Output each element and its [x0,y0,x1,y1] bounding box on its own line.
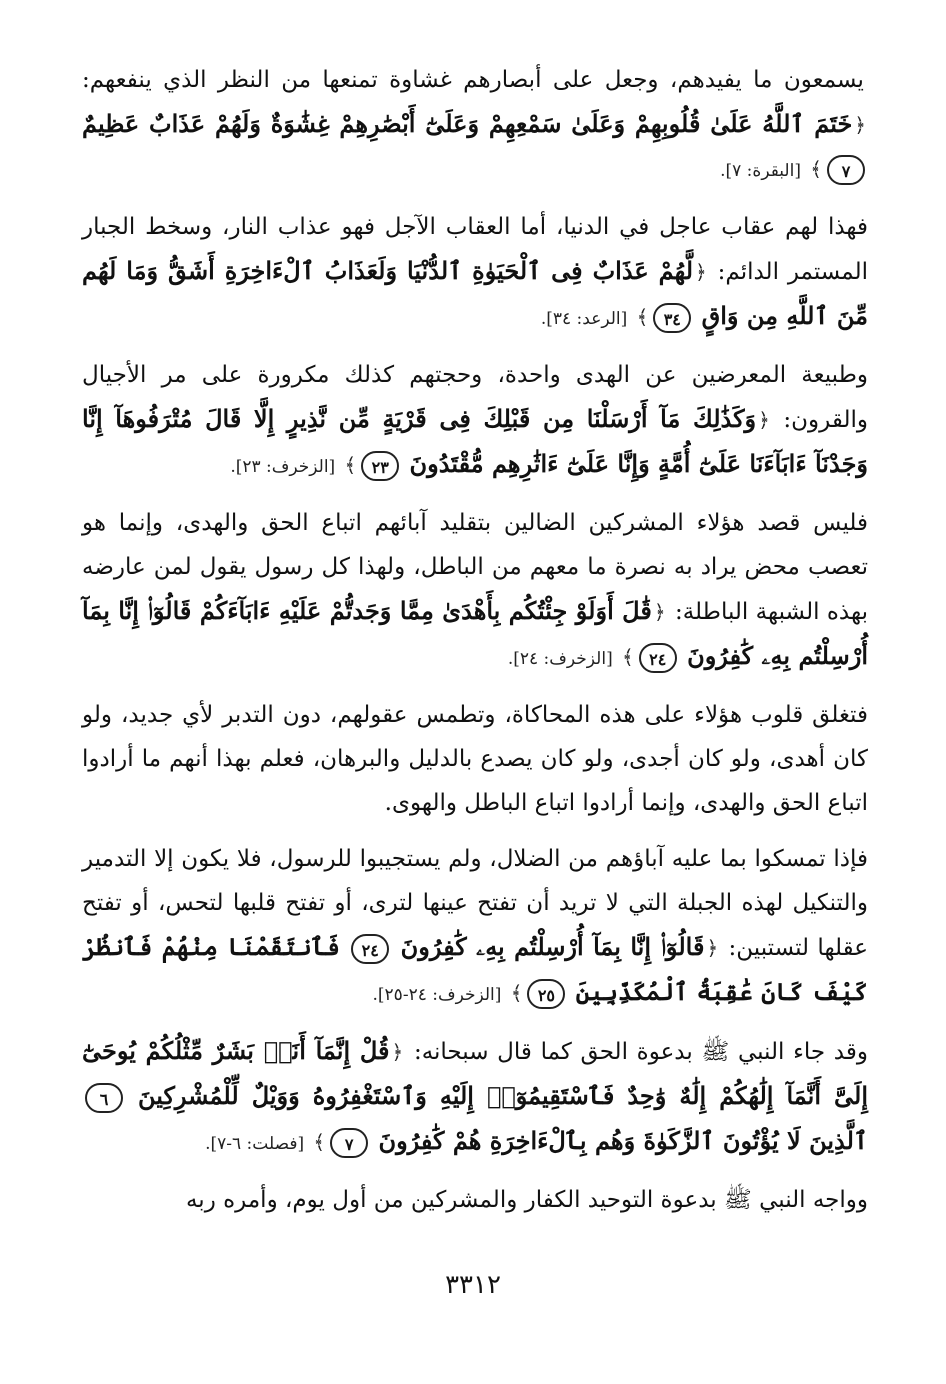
paragraph-3 [82,353,868,489]
ayah-number-badge: ٢٣ [361,451,399,481]
quran-verse: خَتَمَ ٱللَّهُ عَلَىٰ قُلُوبِهِمْ وَعَلَىٰ سَمْعِهِمْ وَعَلَىٰٓ أَبْصَٰرِهِمْ غِشَٰوَةٌ وَلَهُمْ عَذَابٌ عَظِيمٌ [82,109,853,138]
ayah-open-bracket: ﴿ [758,408,770,432]
paragraph-6 [82,837,868,1017]
ayah-number-badge: ٢٥ [527,979,565,1009]
ayah-close-bracket: ﴾ [810,157,822,181]
ayah-number-badge: ٢٤ [351,934,389,964]
ayah-close-bracket: ﴾ [636,305,649,329]
paragraph-5 [82,693,868,825]
body-text: وواجه النبي ﷺ بدعوة التوحيد الكفار والمشركين من أول يوم، وأمره ربه [185,1187,868,1213]
ayah-number-badge: ٧ [827,155,865,185]
ayah-close-bracket: ﴾ [510,981,523,1005]
paragraph-8 [82,1178,868,1222]
verse-reference: [الزخرف: ٢٣]. [230,457,336,477]
ayah-open-bracket: ﴿ [391,1040,404,1064]
ayah-open-bracket: ﴿ [695,260,707,284]
paragraph-1 [82,58,868,193]
body-text: فإذا تمسكوا بما عليه آباؤهم من الضلال، ولم يستجيبوا للرسول، فلا يكون إلا التدمير والتنكيل لهذه الجبلة التي لا تريد أن تفتح عينها لترى، أو تفتح قلبها لتحس، أو تفتح عقلها لتستبين: [82,846,869,961]
quran-verse: قَالُوٓا۟ إِنَّا بِمَآ أُرْسِلْتُم بِهِۦ كَٰفِرُونَ [400,932,705,961]
ayah-close-bracket: ﴾ [622,645,634,669]
ayah-number-badge: ٦ [85,1083,123,1113]
page-number: ٣٣١٢ [445,1270,501,1300]
verse-reference: [الزخرف: ٢٤]. [507,649,613,669]
verse-reference: [الرعد: ٣٤]. [540,309,628,329]
body-text: فليس قصد هؤلاء المشركين الضالين بتقليد آبائهم اتباع الحق والهدى، وإنما هو تعصب محض يراد به نصرة ما معهم من الباطل، ولهذا كل رسول يقول لمن عارضه بهذه الشبهة الباطلة: [82,510,868,625]
ayah-number-badge: ٣٤ [653,303,691,333]
paragraph-4 [82,501,868,681]
quran-verse: وَكَذَٰلِكَ مَآ أَرْسَلْنَا مِن قَبْلِكَ فِى قَرْيَةٍ مِّن نَّذِيرٍ إِلَّا قَالَ مُتْرَفُوهَآ إِنَّا وَجَدْنَآ ءَابَآءَنَا عَلَىٰٓ أُمَّةٍ وَإِنَّا عَلَىٰٓ ءَاثَٰرِهِم مُّقْتَدُونَ [82,404,868,478]
verse-reference: [فصلت: ٦-٧]. [205,1134,305,1154]
page-body [82,58,868,1234]
ayah-open-bracket: ﴿ [706,936,719,960]
body-text: وطبيعة المعرضين عن الهدى واحدة، وحجتهم كذلك مكرورة على مر الأجيال والقرون: [82,362,868,433]
ayah-close-bracket: ﴾ [344,453,357,477]
body-text: فتغلق قلوب هؤلاء على هذه المحاكاة، وتطمس عقولهم، دون التدبر لأي جديد، ولو كان أهدى، ولو كان أجدى، ولو كان يصدع بالدليل والبرهان، فعلم بهذا أنهم ما أرادوا اتباع الحق والهدى، وإنما أرادوا اتباع الباطل والهوى. [82,702,868,816]
verse-reference: [البقرة: ٧]. [720,161,801,181]
ayah-number-badge: ٢٤ [639,643,677,673]
ayah-open-bracket: ﴿ [854,113,866,137]
verse-reference: [الزخرف: ٢٤-٢٥]. [372,985,502,1005]
quran-verse: لَّهُمْ عَذَابٌ فِى ٱلْحَيَوٰةِ ٱلدُّنْيَا وَلَعَذَابُ ٱلْءَاخِرَةِ أَشَقُّ وَمَا لَهُم مِّنَ ٱللَّهِ مِن وَاقٍ [82,256,868,330]
quran-verse: قُلْ إِنَّمَآ أَنَا۠ بَشَرٌ مِّثْلُكُمْ يُوحَىٰٓ إِلَىَّ أَنَّمَآ إِلَٰهُكُمْ إِلَٰهٌ وَٰحِدٌ فَٱسْتَقِيمُوٓا۟ إِلَيْهِ وَٱسْتَغْفِرُوهُ وَوَيْلٌ لِّلْمُشْرِكِينَ [82,1036,869,1110]
paragraph-2 [82,205,868,341]
ayah-close-bracket: ﴾ [313,1130,326,1154]
quran-verse: ٱلَّذِينَ لَا يُؤْتُونَ ٱلزَّكَوٰةَ وَهُم بِٱلْءَاخِرَةِ هُمْ كَٰفِرُونَ [378,1126,868,1155]
body-text: فهذا لهم عقاب عاجل في الدنيا، أما العقاب الآجل فهو عذاب النار، وسخط الجبار المستمر الدائم: [82,214,868,285]
quran-verse: فَٱنتَقَمْنَا مِنْهُمْ فَٱنظُرْ كَيْفَ كَانَ عَٰقِبَةُ ٱلْمُكَذِّبِينَ [82,932,868,1006]
paragraph-7 [82,1029,868,1166]
body-text: يسمعون ما يفيدهم، وجعل على أبصارهم غشاوة تمنعها من النظر الذي ينفعهم: [82,67,864,93]
ayah-number-badge: ٧ [330,1128,368,1158]
ayah-open-bracket: ﴿ [653,600,666,624]
body-text: وقد جاء النبي ﷺ بدعوة الحق كما قال سبحانه: [405,1039,868,1065]
quran-verse: قَٰلَ أَوَلَوْ جِئْتُكُم بِأَهْدَىٰ مِمَّا وَجَدتُّمْ عَلَيْهِ ءَابَآءَكُمْ قَالُوٓا۟ إِنَّا بِمَآ أُرْسِلْتُم بِهِۦ كَٰفِرُونَ [82,596,868,670]
